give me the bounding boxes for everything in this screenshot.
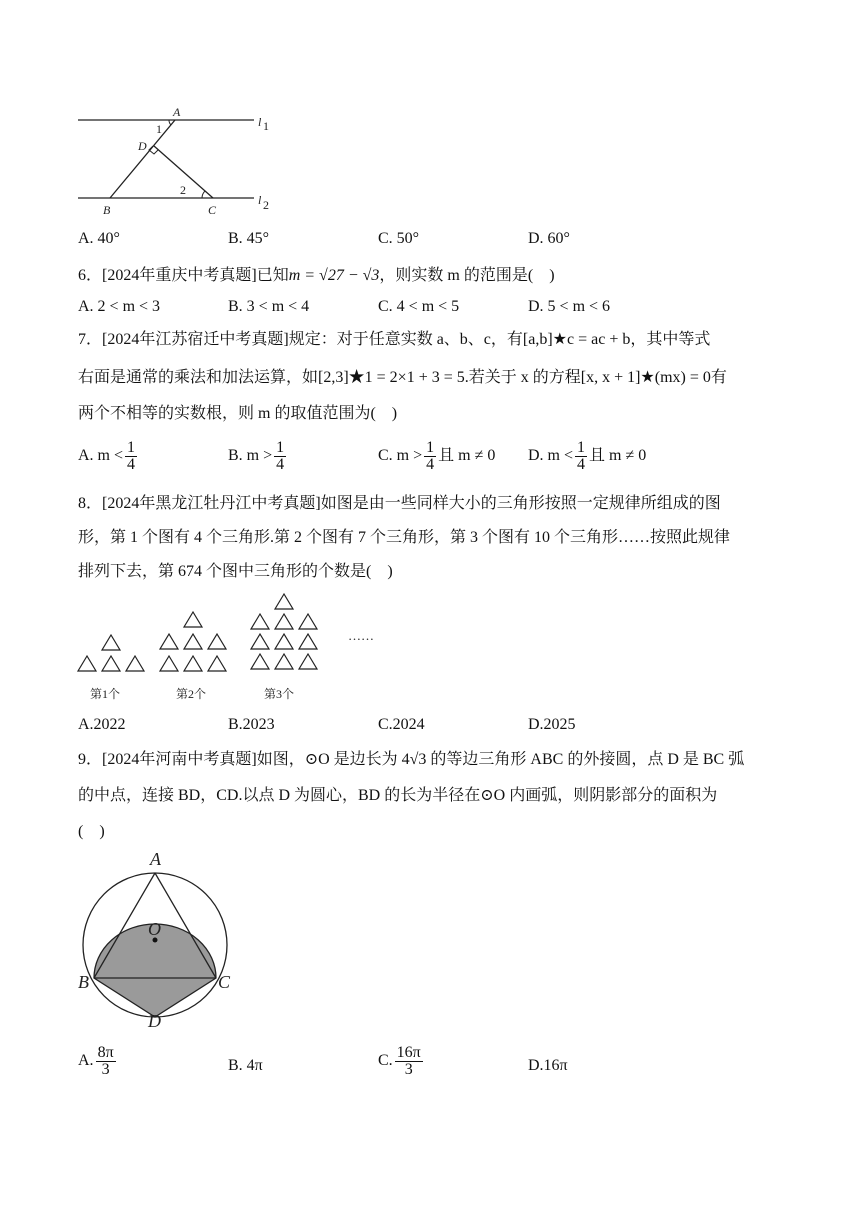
q8-line-1 bbox=[78, 494, 721, 514]
q6-option-c[interactable]: C. 4 < m < 5 bbox=[378, 298, 460, 315]
q9-option-a[interactable] bbox=[78, 1045, 118, 1078]
segment-ab bbox=[110, 120, 175, 198]
pattern-3 bbox=[251, 594, 317, 669]
label-b: B bbox=[78, 972, 89, 992]
label-angle-1: 1 bbox=[156, 122, 162, 136]
q9-line-2: 的中点，连接 BD，CD.以点 D 为圆心，BD 的长为半径在⊙O 内画弧，则阴影部分的面积为 bbox=[78, 787, 718, 804]
q7-option-d-num: 1 bbox=[577, 439, 586, 456]
triangle bbox=[299, 614, 317, 629]
triangle bbox=[78, 656, 96, 671]
q7-option-c-prefix: C. m > bbox=[378, 447, 423, 465]
q9-option-a-den: 3 bbox=[101, 1061, 110, 1078]
triangle bbox=[102, 635, 120, 650]
q7-option-c-num: 1 bbox=[426, 439, 435, 456]
q7-line-3: 两个不相等的实数根，则 m 的取值范围为( ) bbox=[78, 405, 398, 422]
q7-option-d-suffix: 且 m ≠ 0 bbox=[589, 447, 647, 465]
q7-source: [2024年江苏宿迁中考真题] bbox=[102, 331, 289, 348]
q7-line-1-text: 规定：对于任意实数 a、b、c，有[a,b]★c = ac + b，其中等式 bbox=[288, 331, 711, 348]
q5-option-b[interactable]: B. 45° bbox=[228, 230, 270, 247]
triangle bbox=[184, 634, 202, 649]
angle-2-arc bbox=[202, 191, 205, 198]
q5-option-a[interactable]: A. 40° bbox=[78, 230, 120, 247]
q9-number: 9． bbox=[78, 751, 103, 768]
label-b: B bbox=[103, 203, 111, 217]
q9-option-c-fraction bbox=[395, 1045, 423, 1078]
q7-line-1 bbox=[78, 330, 710, 350]
triangle bbox=[299, 654, 317, 669]
q8-source: [2024年黑龙江牡丹江中考真题] bbox=[102, 495, 321, 512]
caption-1: 第1个 bbox=[90, 687, 121, 701]
triangle bbox=[275, 634, 293, 649]
triangle bbox=[251, 634, 269, 649]
q8-line-1-text: 如图是由一些同样大小的三角形按照一定规律所组成的图 bbox=[320, 495, 721, 512]
q6-option-a[interactable]: A. 2 < m < 3 bbox=[78, 298, 161, 315]
q9-option-a-num: 8π bbox=[97, 1044, 114, 1061]
label-l2: l bbox=[258, 193, 262, 207]
q9-option-d[interactable]: D.16π bbox=[528, 1057, 568, 1074]
triangle bbox=[251, 654, 269, 669]
triangle bbox=[126, 656, 144, 671]
q6-number: 6． bbox=[78, 267, 103, 284]
q7-option-b[interactable] bbox=[228, 440, 288, 473]
label-a: A bbox=[150, 849, 161, 869]
q7-option-a-fraction bbox=[125, 440, 137, 473]
q6-stem bbox=[78, 266, 555, 286]
pattern-1 bbox=[78, 635, 144, 671]
q9-option-c[interactable] bbox=[378, 1045, 425, 1078]
q9-option-a-fraction bbox=[96, 1045, 116, 1078]
caption-2: 第2个 bbox=[176, 687, 207, 701]
q7-option-c[interactable] bbox=[378, 440, 495, 473]
q7-option-c-fraction bbox=[424, 440, 436, 473]
q9-line-1-text: 如图，⊙O 是边长为 4√3 的等边三角形 ABC 的外接圆，点 D 是 BC 弧 bbox=[256, 751, 745, 768]
q7-option-a-den: 4 bbox=[127, 456, 136, 473]
q7-line-2: 右面是通常的乘法和加法运算，如[2,3]★1 = 2×1 + 3 = 5.若关于 x 的方程[x, x + 1]★(mx) = 0有 bbox=[78, 369, 727, 386]
angle-1-arc bbox=[169, 120, 171, 125]
triangle bbox=[160, 656, 178, 671]
label-o: O bbox=[148, 919, 161, 939]
triangle bbox=[184, 656, 202, 671]
pattern-ellipsis: …… bbox=[348, 628, 374, 643]
q9-option-c-num: 16π bbox=[396, 1044, 421, 1061]
q6-text-before: 已知 bbox=[256, 267, 289, 284]
q7-option-a[interactable] bbox=[78, 440, 139, 473]
q9-line-3: ( ) bbox=[78, 823, 105, 840]
label-a: A bbox=[173, 105, 181, 119]
triangle bbox=[251, 614, 269, 629]
q6-source: [2024年重庆中考真题] bbox=[102, 267, 257, 284]
q7-number: 7． bbox=[78, 331, 103, 348]
q6-text-after: ，则实数 m 的范围是( ) bbox=[379, 267, 555, 284]
caption-3: 第3个 bbox=[264, 687, 295, 701]
label-l1-sub: 1 bbox=[263, 119, 269, 133]
label-d: D bbox=[138, 139, 147, 153]
q7-option-d-fraction bbox=[575, 440, 587, 473]
q7-option-a-prefix: A. m < bbox=[78, 447, 124, 465]
label-l2-sub: 2 bbox=[263, 198, 269, 212]
q7-option-b-num: 1 bbox=[276, 439, 285, 456]
q8-option-c[interactable]: C.2024 bbox=[378, 716, 425, 733]
q8-number: 8． bbox=[78, 495, 103, 512]
q5-figure bbox=[70, 100, 280, 220]
triangle bbox=[184, 612, 202, 627]
triangle bbox=[208, 656, 226, 671]
q7-option-c-suffix: 且 m ≠ 0 bbox=[438, 447, 496, 465]
q7-option-d-prefix: D. m < bbox=[528, 447, 574, 465]
q7-option-b-fraction bbox=[274, 440, 286, 473]
label-c: C bbox=[208, 203, 217, 217]
label-c: C bbox=[218, 972, 231, 992]
triangle bbox=[299, 634, 317, 649]
q9-option-c-den: 3 bbox=[404, 1061, 413, 1078]
label-d: D bbox=[148, 1011, 161, 1031]
triangle bbox=[102, 656, 120, 671]
q6-formula: m = √27 − √3 bbox=[288, 267, 380, 284]
q8-option-a[interactable]: A.2022 bbox=[78, 716, 126, 733]
q8-option-d[interactable]: D.2025 bbox=[528, 716, 576, 733]
q7-option-d[interactable] bbox=[528, 440, 646, 473]
label-l1: l bbox=[258, 115, 262, 129]
label-angle-2: 2 bbox=[180, 183, 186, 197]
q7-option-b-den: 4 bbox=[276, 456, 285, 473]
q9-option-a-prefix: A. bbox=[78, 1052, 94, 1070]
q6-option-d[interactable]: D. 5 < m < 6 bbox=[528, 298, 611, 315]
triangle bbox=[208, 634, 226, 649]
q9-option-c-prefix: C. bbox=[378, 1052, 393, 1070]
q8-figure bbox=[70, 590, 390, 710]
triangle bbox=[275, 614, 293, 629]
q7-option-d-den: 4 bbox=[577, 456, 586, 473]
q9-line-1 bbox=[78, 750, 744, 770]
q8-option-b[interactable]: B.2023 bbox=[228, 716, 275, 733]
q5-option-d[interactable]: D. 60° bbox=[528, 230, 570, 247]
q7-option-b-prefix: B. m > bbox=[228, 447, 273, 465]
q8-line-2: 形，第 1 个图有 4 个三角形.第 2 个图有 7 个三角形，第 3 个图有 10 个三角形……按照此规律 bbox=[78, 529, 731, 546]
triangle bbox=[275, 654, 293, 669]
q9-source: [2024年河南中考真题] bbox=[102, 751, 257, 768]
q8-line-3: 排列下去，第 674 个图中三角形的个数是( ) bbox=[78, 563, 393, 580]
q9-option-b[interactable]: B. 4π bbox=[228, 1057, 263, 1074]
q5-option-c[interactable]: C. 50° bbox=[378, 230, 420, 247]
q6-option-b[interactable]: B. 3 < m < 4 bbox=[228, 298, 310, 315]
q9-figure bbox=[70, 845, 250, 1035]
pattern-2 bbox=[160, 612, 226, 671]
q7-option-c-den: 4 bbox=[426, 456, 435, 473]
triangle bbox=[160, 634, 178, 649]
triangle bbox=[275, 594, 293, 609]
q7-option-a-num: 1 bbox=[127, 439, 136, 456]
